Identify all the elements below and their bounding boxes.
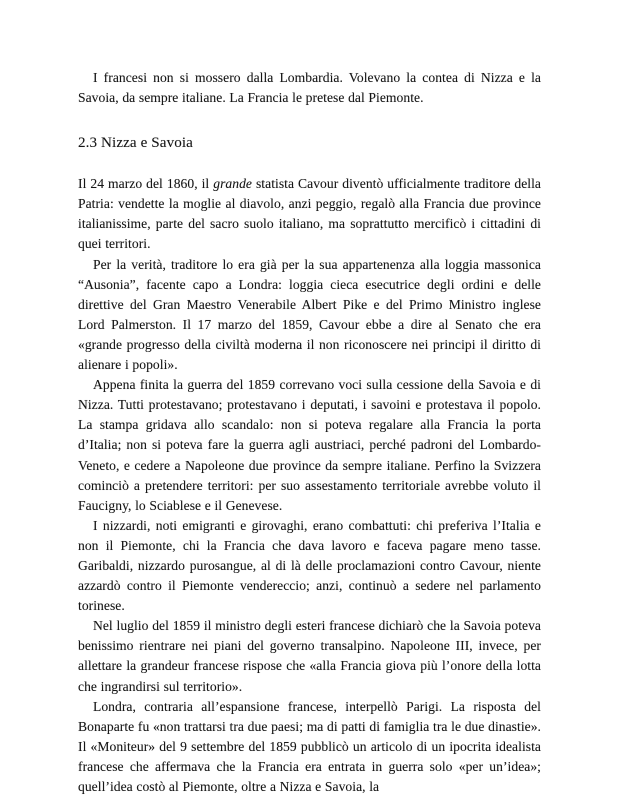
paragraph-text-post-italic: statista Cavour diventò ufficialmente traditore della Patria: vendette la moglie al diavolo, anzi peggio, regalò alla Francia due province italianissime, parte del sacro suolo italiano, ma soprattutto mercificò i cittadini di quei territori. — [78, 176, 541, 252]
paragraph-cessione-savoia: Appena finita la guerra del 1859 correvano voci sulla cessione della Savoia e di Nizza. Tutti protestavano; protestavano i deputati, i savoini e protestava il popolo. La stampa gridava allo scandalo: non si poteva regalare alla Francia la porta d’Italia; non si poteva fare la guerra agli austriaci, perché padroni del Lombardo-Veneto, e cedere a Napoleone due province da sempre italiane. Perfino la Svizzera cominciò a pretendere territori: per suo assestamento territoriale avrebbe voluto il Faucigny, lo Sciablese e il Genevese. — [78, 377, 541, 513]
page-title: 2.3 Nizza e Savoia — [78, 135, 193, 152]
paragraph-loggia-ausonia: Per la verità, traditore lo era già per la sua appartenenza alla loggia massonica “Ausonia”, facente capo a Londra: loggia cieca esecutrice degli ordini e delle direttive del Gran Maestro Venerabile Albert Pike e del Primo Ministro inglese Lord Palmerston. Il 17 marzo del 1859, Cavour ebbe a dire al Senato che era «grande progresso della civiltà moderna il non riconoscere nei principi il diritto di alienare i popoli». — [78, 256, 541, 373]
text-column — [78, 68, 541, 797]
paragraph-londra-parigi: Londra, contraria all’espansione francese, interpellò Parigi. La risposta del Bonaparte fu «non trattarsi tra due paesi; ma di patti di famiglia tra le due dinastie». Il «Moniteur» del 9 settembre del 1859 pubblicò un articolo di un ipocrita idealista francese che affermava che la Francia era entrata in guerra solo «per un’idea»; quell’idea costò al Piemonte, oltre a Nizza e Savoia, la — [78, 698, 541, 794]
paragraph-cavour-traditore — [78, 174, 541, 254]
emphasis-grande: grande — [213, 176, 252, 192]
paragraph-text-pre-italic: Il 24 marzo del 1860, il — [78, 176, 214, 192]
intro-paragraph: I francesi non si mossero dalla Lombardia. Volevano la contea di Nizza e la Savoia, da sempre italiane. La Francia le pretese dal Piemonte. — [78, 70, 541, 106]
spacer-before-heading — [78, 108, 541, 133]
paragraph-nizzardi: I nizzardi, noti emigranti e girovaghi, erano combattuti: chi preferiva l’Italia e non il Piemonte, chi la Francia che dava lavoro e faceva pagare meno tasse. Garibaldi, nizzardo purosangue, al di là delle proclamazioni contro Cavour, niente azzardò contro il Piemonte vendereccio; anzi, continuò a sedere nel parlamento torinese. — [78, 517, 541, 614]
spacer-after-heading — [78, 153, 541, 174]
paragraph-ministro-esteri: Nel luglio del 1859 il ministro degli esteri francese dichiarò che la Savoia poteva benissimo rientrare nei piani del governo transalpino. Napoleone III, invece, per allettare la grandeur francese rispose che «alla Francia giova più l’onore della lotta che ingrandirsi sul territorio». — [78, 618, 541, 694]
